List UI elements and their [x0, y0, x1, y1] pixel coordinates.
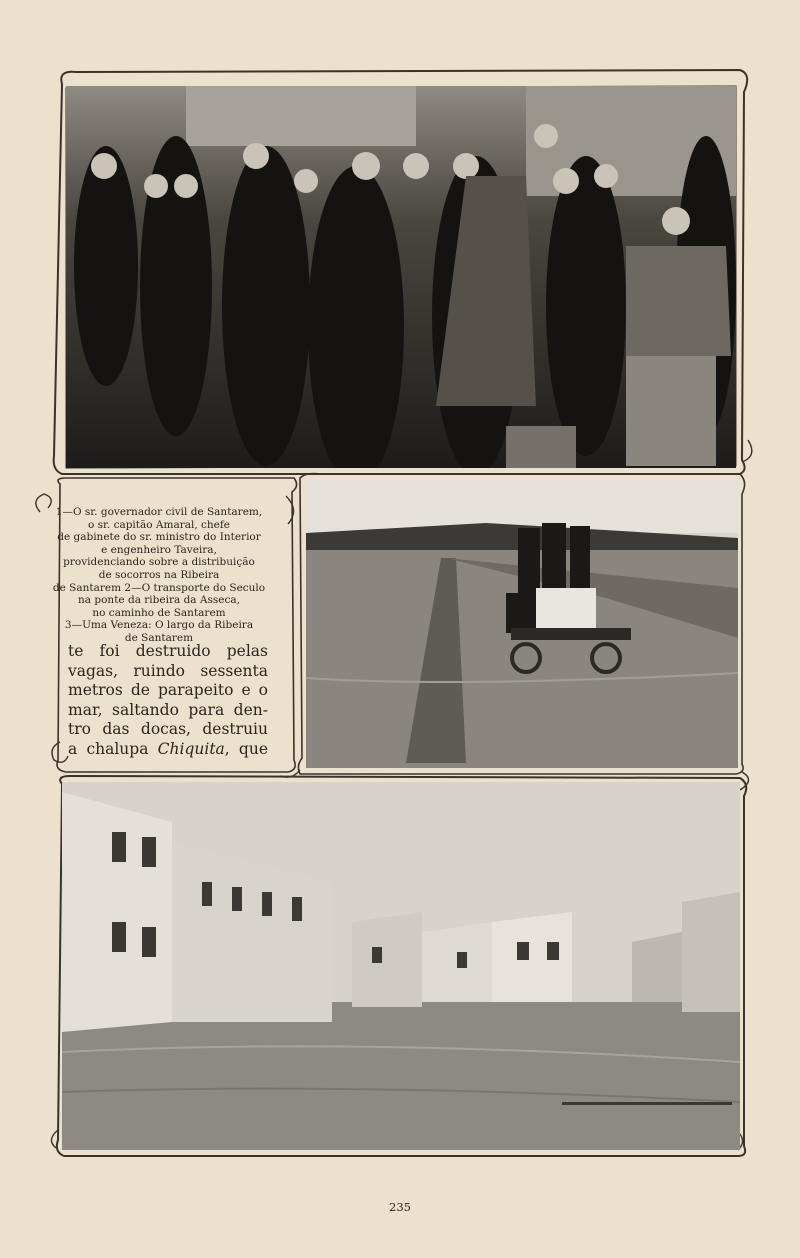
article-line: mar, saltando para den-: [68, 700, 268, 719]
article-text-suffix: , que: [224, 739, 268, 758]
article-line: te foi destruido pelas: [68, 642, 268, 660]
article-last-line: [68, 740, 268, 760]
cart-on-bridge-photo: [306, 478, 738, 768]
article-line: tro das docas, destruiu: [68, 720, 268, 738]
governor-group-photo: [66, 86, 736, 468]
flooded-square-photo: [62, 782, 740, 1150]
article-body: [68, 642, 268, 759]
article-line: metros de parapeito e o: [68, 681, 268, 699]
page-number: 235: [389, 1200, 411, 1214]
article-line: vagas, ruindo sessenta: [68, 661, 268, 680]
article-text-prefix: a chalupa: [68, 739, 158, 758]
figure-caption: 1—O sr. governador civil de Santarem, o sr. capitão Amaral, chefe de gabinete do sr. ministro do Interior e engenheiro Taveira, providenciando sobre a distribuição de socorros na Ribeira de Santarem 2—O transporte do Seculo na ponte da ribeira da Asseca, no caminho de Santarem 3—Uma Veneza: O largo da Ribeira de Santarem: [52, 506, 266, 644]
boat-name: Chiquita: [157, 739, 225, 758]
